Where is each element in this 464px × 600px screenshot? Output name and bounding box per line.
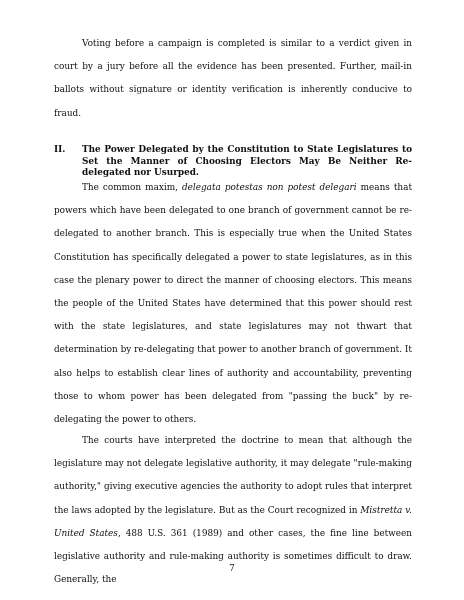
page-number: 7 [229,564,235,574]
text-run: The courts have interpreted the doctrine to mean that although the legislature may not delegate legislative authority, it may delegate "rule-making authority," giving executive agencies the authority to adopt rules that interpret the laws adopted by the legislature. But as the Court recognized in [54,436,412,516]
section-title: The Power Delegated by the Constitution to State Legislatures to Set the Manner of Choosing Electors May Be Neither Re-delegated nor Usurped. [82,145,412,179]
text-run: , 488 U.S. 361 (1989) and other cases, the fine line between legislative authority and rule-making authority is sometimes difficult to draw. Generally, the [54,528,413,586]
paragraph-text [54,177,412,432]
paragraph-text: Voting before a campaign is completed is similar to a verdict given in court by a jury before all the evidence has been presented. Further, mail-in ballots without signature or identity verification is inherently conducive to fraud. [54,39,412,119]
paragraph-delegata-maxim [54,177,412,432]
case-citation: Mistretta v. United States [54,505,412,539]
paragraph-voting-before-campaign [54,33,412,126]
section-number: II. [54,145,66,155]
text-run: The common maxim, [82,183,182,193]
section-heading-ii [54,145,412,180]
latin-maxim: delegata potestas non potest delegari [181,183,357,193]
text-run: means that powers which have been delegated to one branch of government cannot be re-delegated to another branch. This is especially true when the United States Constitution has specifically delegated a power to state legislatures, as in this case the plenary power to direct the manner of choosing electors. This means the people of the United States have determined that this power should rest with the state legislatures, and state legislatures may not thwart that determination by re-delegating that power to another branch of government. It also helps to establish clear lines of authority and accountability, preventing those to whom power has been delegated from "passing the buck" by re-delegating the power to others. [54,183,413,426]
